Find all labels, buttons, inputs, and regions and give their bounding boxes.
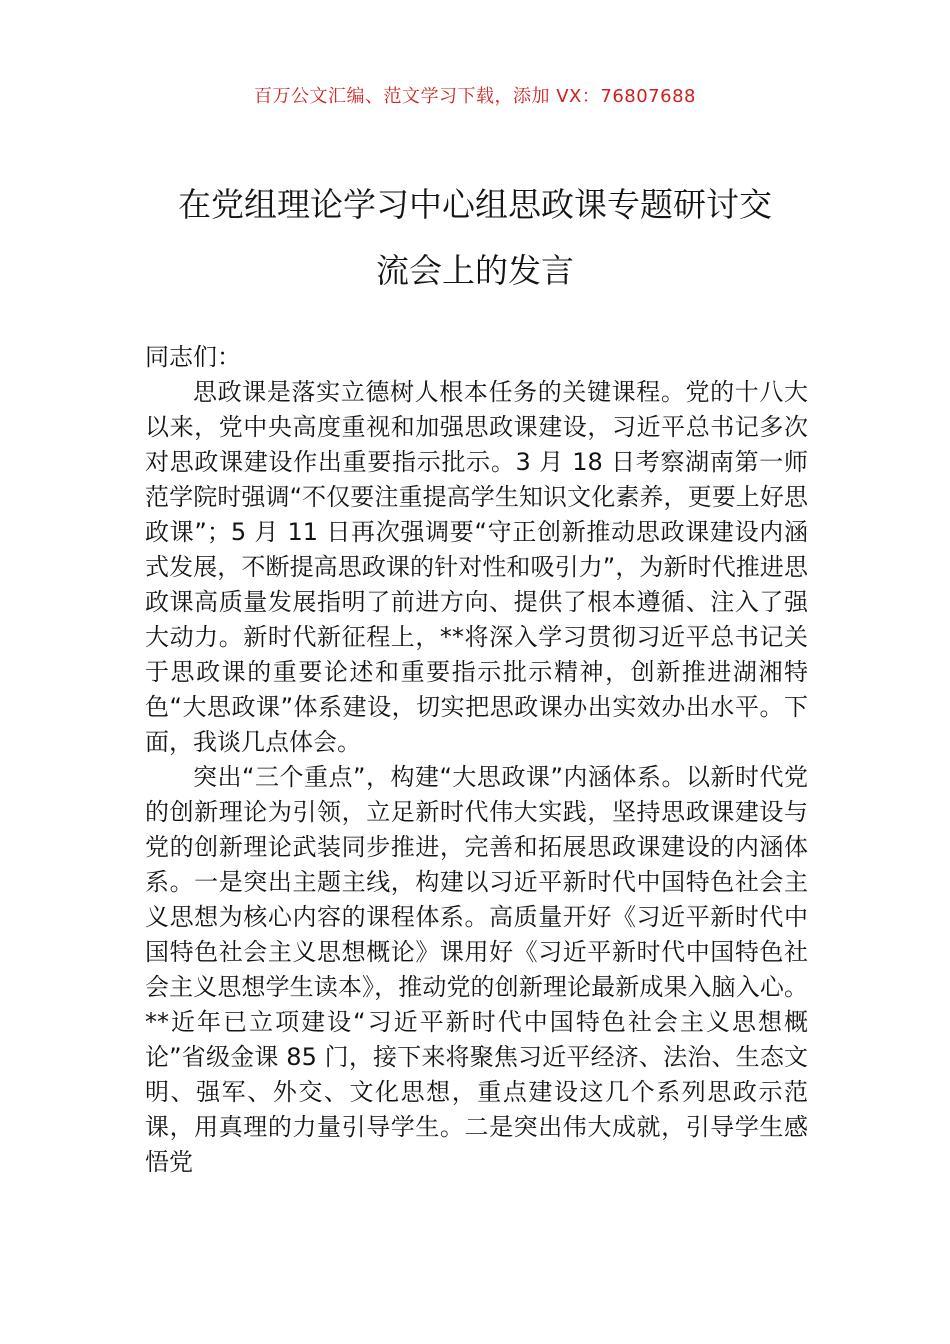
- document-body: [145, 340, 808, 1180]
- title-line-1: 在党组理论学习中心组思政课专题研讨交: [178, 185, 772, 224]
- header-note: 百万公文汇编、范文学习下载，添加 VX：76807688: [254, 86, 696, 107]
- salutation: 同志们：: [145, 343, 241, 371]
- paragraph-2: 突出“三个重点”，构建“大思政课”内涵体系。以新时代党的创新理论为引领，立足新时代伟大实践，坚持思政课建设与党的创新理论武装同步推进，完善和拓展思政课建设的内涵体系。一是突出主题主线，构建以习近平新时代中国特色社会主义思想为核心内容的课程体系。高质量开好《习近平新时代中国特色社会主义思想概论》课用好《习近平新时代中国特色社会主义思想学生读本》，推动党的创新理论最新成果入脑入心。**近年已立项建设“习近平新时代中国特色社会主义思想概论”省级金课 85 门，接下来将聚焦习近平经济、法治、生态文明、强军、外交、文化思想，重点建设这几个系列思政示范课，用真理的力量引导学生。二是突出伟大成就，引导学生感悟党: [145, 763, 808, 1176]
- paragraph-1: 思政课是落实立德树人根本任务的关键课程。党的十八大以来，党中央高度重视和加强思政课建设，习近平总书记多次对思政课建设作出重要指示批示。3 月 18 日考察湖南第一师范学院时强调“不仅要注重提高学生知识文化素养，更要上好思政课”；5 月 11 日再次强调要“守正创新推动思政课建设内涵式发展，不断提高思政课的针对性和吸引力”，为新时代推进思政课高质量发展指明了前进方向、提供了根本遵循、注入了强大动力。新时代新征程上，**将深入学习贯彻习近平总书记关于思政课的重要论述和重要指示批示精神，创新推进湖湘特色“大思政课”体系建设，切实把思政课办出实效办出水平。下面，我谈几点体会。: [145, 378, 808, 756]
- document-title: [0, 172, 950, 304]
- title-line-2: 流会上的发言: [376, 251, 574, 290]
